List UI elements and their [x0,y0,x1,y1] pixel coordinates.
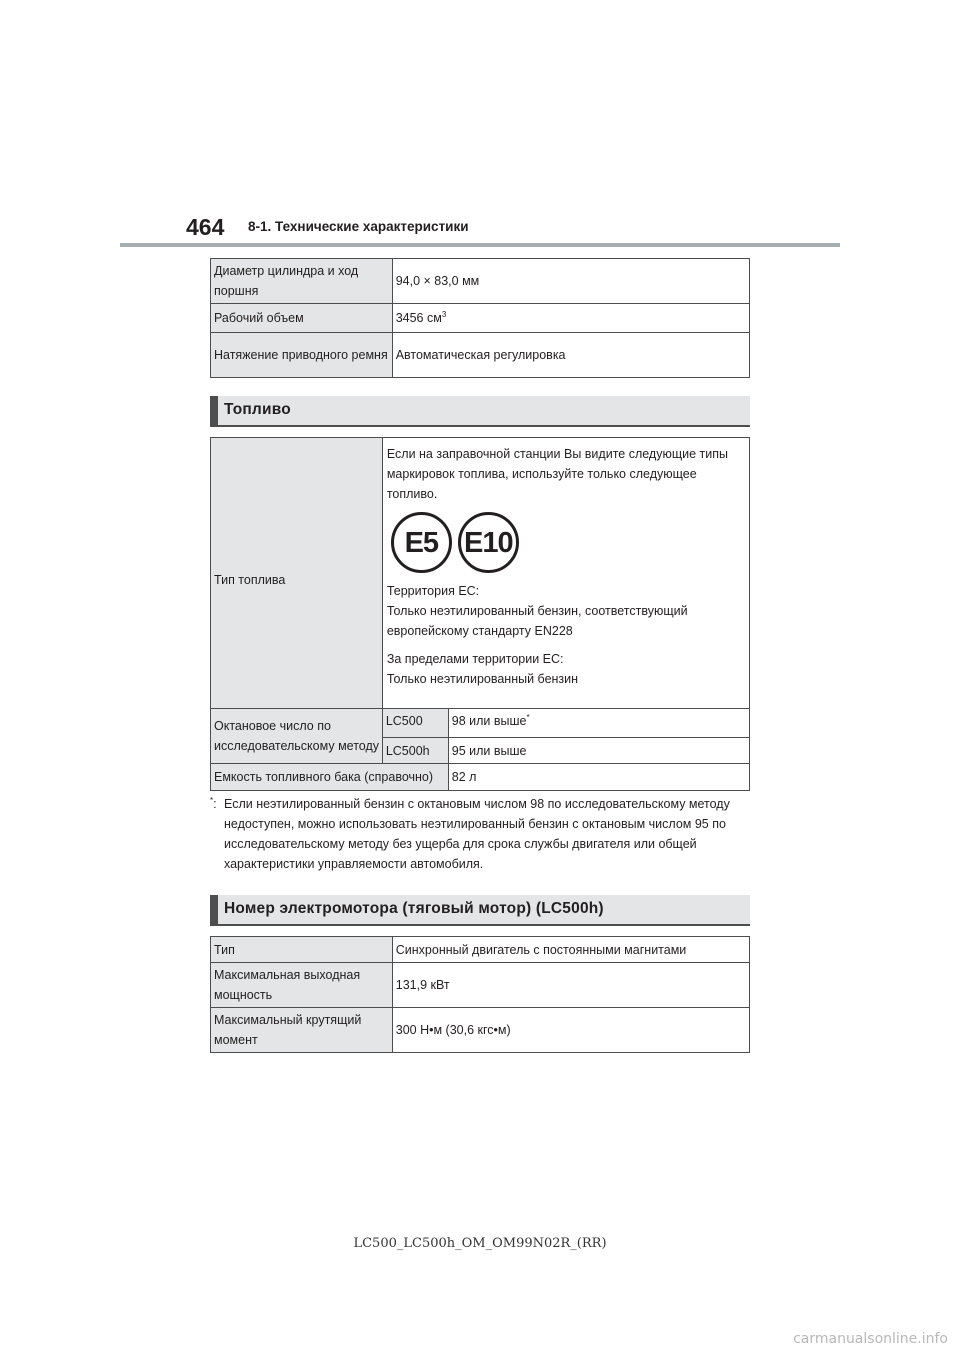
table-row [211,937,750,963]
fuel-badges [387,504,746,581]
max-power-label: Максимальная выходная мощность [211,963,393,1008]
motor-section-title: Номер электромотора (тяговый мотор) (LC500h) [224,900,604,917]
eu-text: Только неэтилированный бензин, соответствующий европейскому стандарту EN228 [386,604,688,638]
max-torque-value: 300 Н•м (30,6 кгс•м) [392,1008,749,1053]
max-power-value: 131,9 кВт [392,963,749,1008]
displacement-number: 3456 см [395,311,442,325]
octane-model-lc500h: LC500h [382,738,448,764]
displacement-label: Рабочий объем [211,304,393,333]
table-row [211,259,750,304]
belt-tension-value: Автоматическая регулировка [392,333,749,378]
table-row [211,1008,750,1053]
octane-label: Октановое число по исследовательскому методу [211,709,383,764]
bore-stroke-value: 94,0 × 83,0 мм [392,259,749,304]
banner-accent-bar [210,895,218,924]
table-row [211,438,750,709]
octane-value-text: 98 или выше [451,714,527,728]
document-code: LC500_LC500h_OM_OM99N02R_(RR) [353,1236,607,1251]
table-row [211,333,750,378]
displacement-superscript: 3 [441,309,447,319]
octane-footnote [210,794,755,874]
e10-fuel-badge-icon: E10 [458,512,519,573]
motor-spec-table [210,936,750,1053]
page-number: 464 [186,214,225,240]
footnote-text: Если неэтилированный бензин с октановым числом 98 по исследовательскому методу недоступен, можно использовать неэтилированный бензин с октановым числом 95 по исследовательскому методу без ущерба для срока службы двигателя или общей характеристики управляемости автомобиля. [224,797,730,871]
section-title: 8-1. Технические характеристики [248,219,469,234]
watermark: carmanualsonline.info [793,1331,948,1347]
octane-value-lc500h: 95 или выше [448,738,749,764]
fuel-spec-table [210,437,750,791]
table-row [211,764,750,791]
engine-spec-table [210,258,750,378]
footnote-marker: * [526,712,530,722]
non-eu-heading: За пределами территории ЕС: [386,652,564,666]
table-row [211,709,750,738]
table-row [211,304,750,333]
octane-model-lc500: LC500 [382,709,448,738]
footnote-mark: *: [210,795,217,811]
tank-capacity-label: Емкость топливного бака (справочно) [211,764,449,791]
eu-heading: Территория ЕС: [386,584,480,598]
fuel-section-banner [210,396,750,427]
fuel-section-title: Топливо [224,401,291,418]
displacement-value [392,304,749,333]
max-torque-label: Максимальный крутящий момент [211,1008,393,1053]
motor-section-banner [210,895,750,926]
motor-type-value: Синхронный двигатель с постоянными магнитами [392,937,749,963]
fuel-type-intro: Если на заправочной станции Вы видите следующие типы маркировок топлива, используйте только следующее топливо. [386,447,728,501]
table-row [211,963,750,1008]
header-divider [120,243,840,247]
non-eu-text: Только неэтилированный бензин [386,672,579,686]
bore-stroke-label: Диаметр цилиндра и ход поршня [211,259,393,304]
tank-capacity-value: 82 л [448,764,749,791]
e5-fuel-badge-icon: E5 [391,512,452,573]
octane-value-lc500 [448,709,749,738]
belt-tension-label: Натяжение приводного ремня [211,333,393,378]
fuel-type-label: Тип топлива [211,438,383,709]
fuel-type-value [382,438,749,709]
motor-type-label: Тип [211,937,393,963]
banner-accent-bar [210,396,218,425]
